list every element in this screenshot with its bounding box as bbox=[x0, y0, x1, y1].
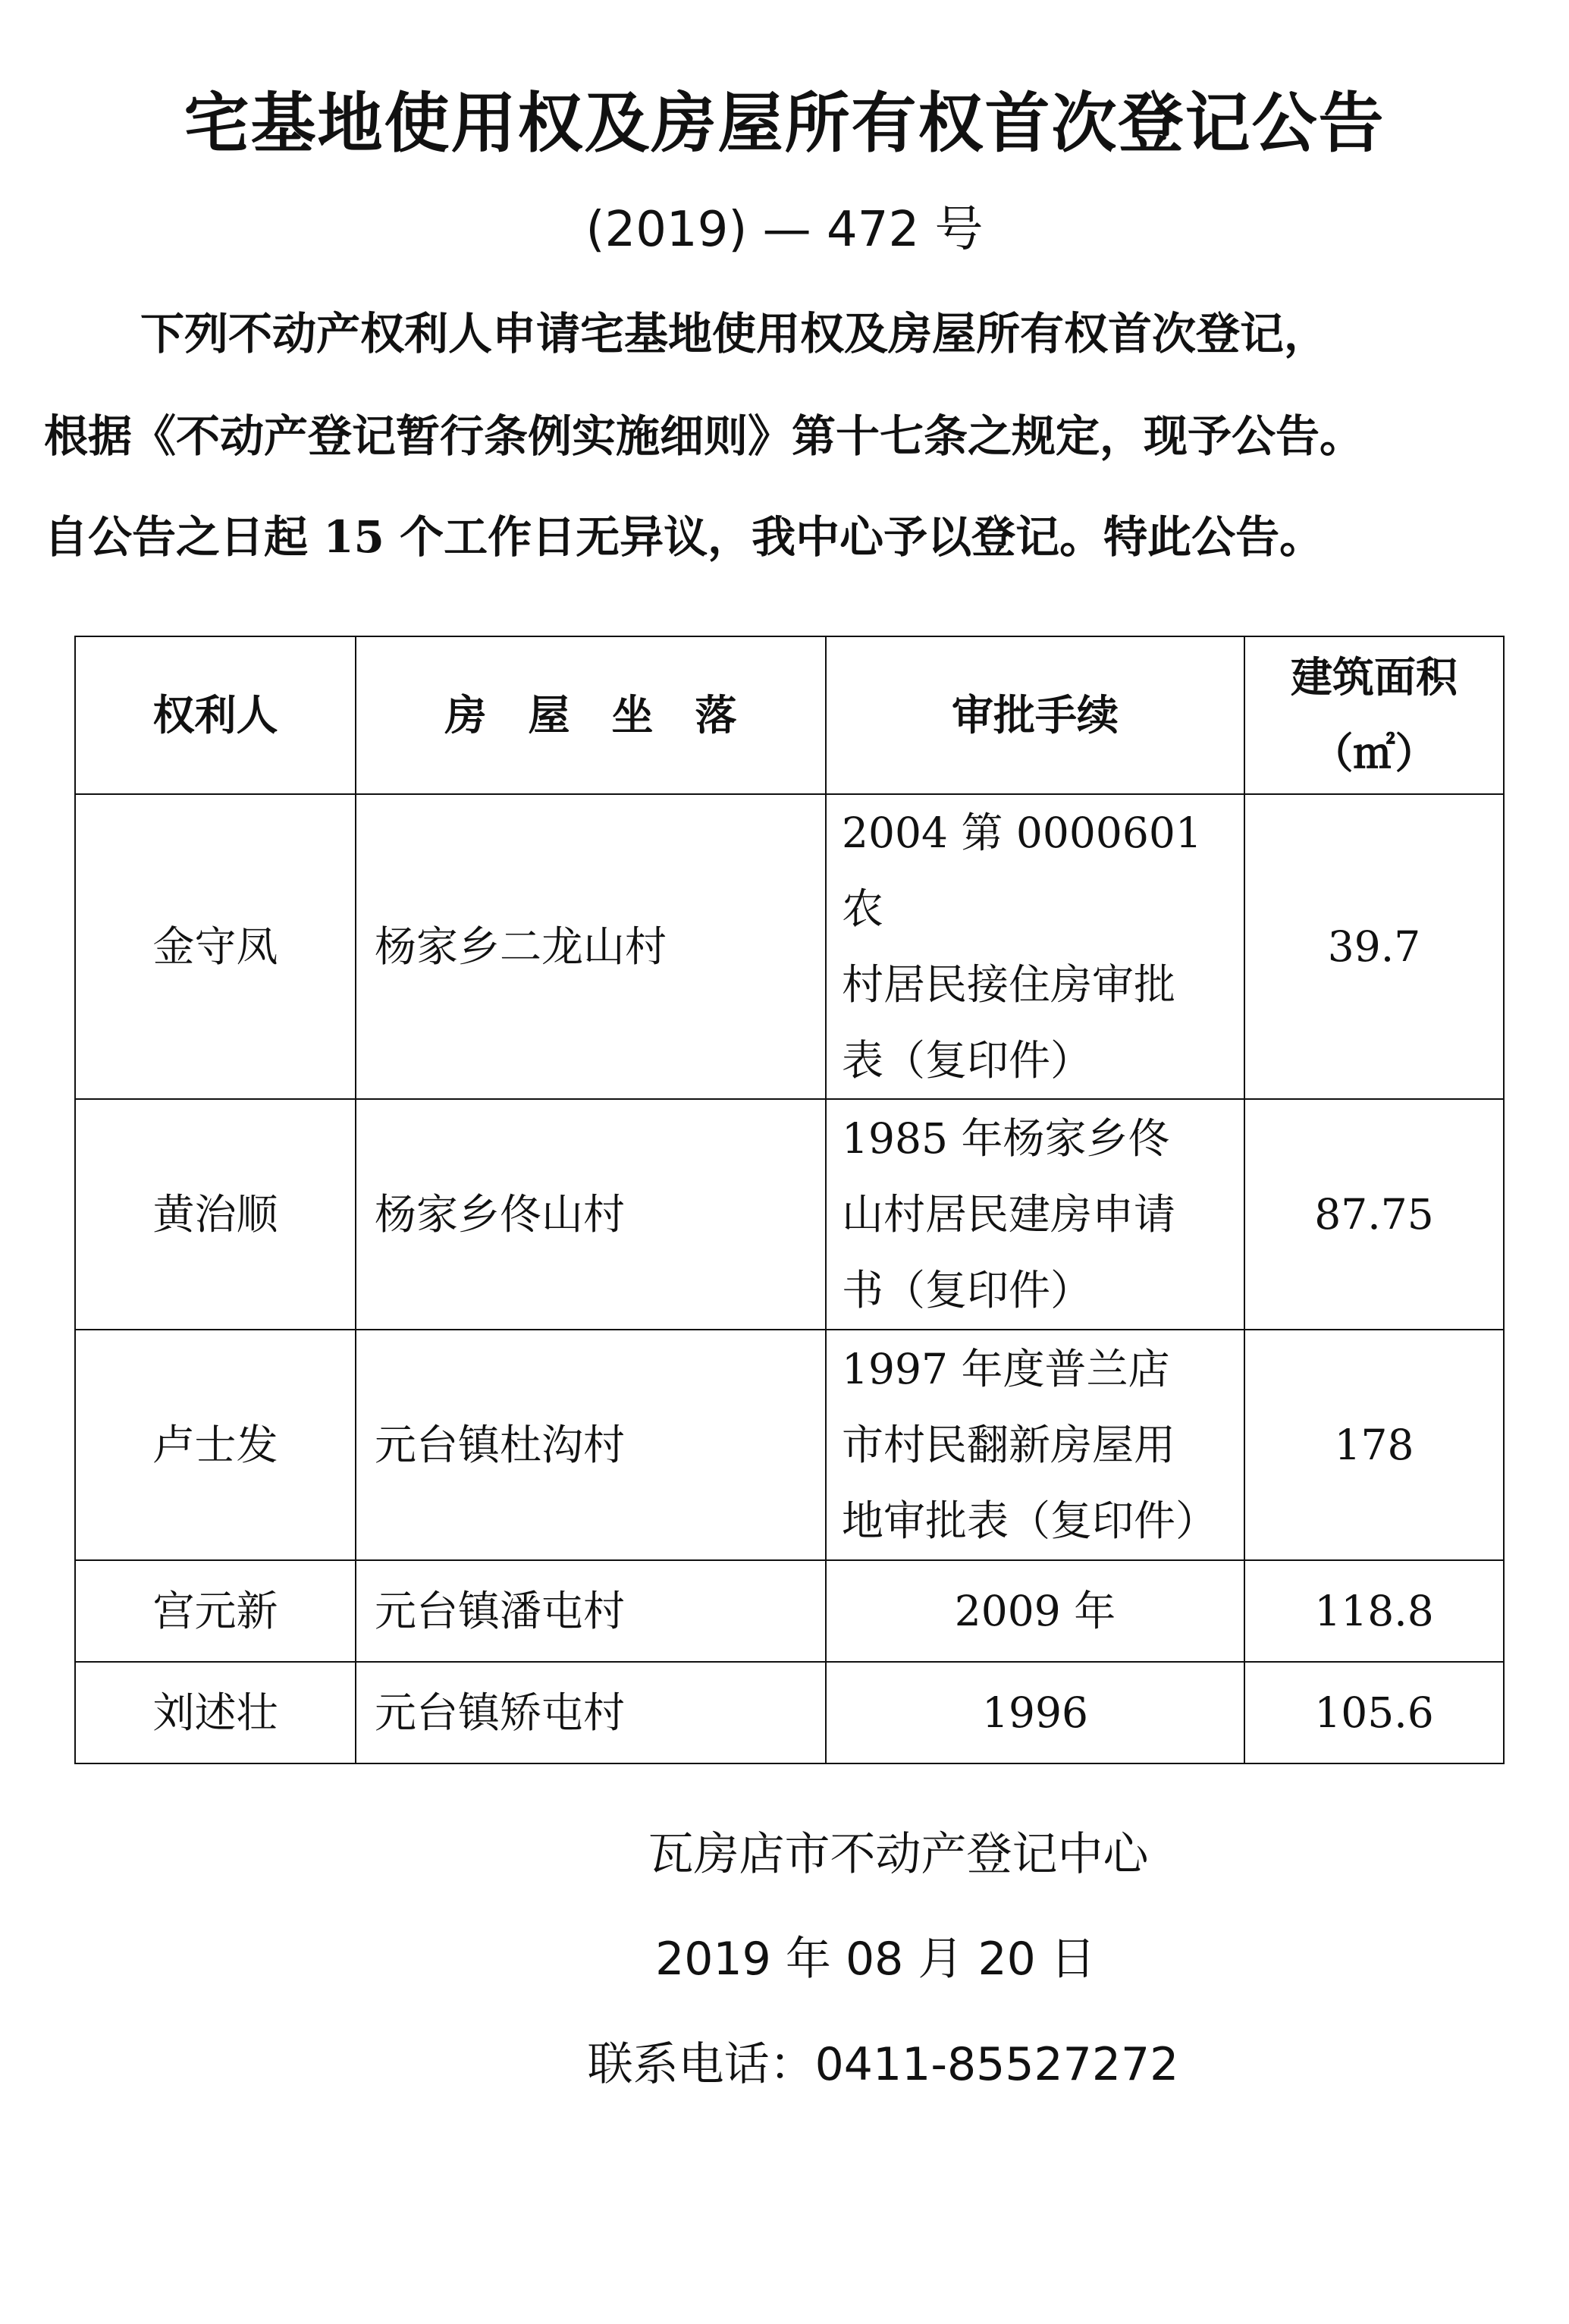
cell-approval: 2004 第 0000601 农 村居民接住房审批 表（复印件） bbox=[826, 794, 1244, 1099]
header-area-label: 建筑面积 bbox=[1290, 652, 1458, 702]
cell-area: 39.7 bbox=[1244, 794, 1504, 1099]
cell-holder: 金守凤 bbox=[75, 794, 356, 1099]
cell-approval: 2009 年 bbox=[826, 1560, 1244, 1662]
table-row bbox=[75, 794, 1504, 1099]
table-row bbox=[75, 1560, 1504, 1662]
header-holder: 权利人 bbox=[75, 636, 356, 794]
cell-holder: 卢士发 bbox=[75, 1330, 356, 1560]
table-header-row bbox=[75, 636, 1504, 794]
cell-approval: 1996 bbox=[826, 1662, 1244, 1763]
notice-paragraph-line-2: 根据《不动产登记暂行条例实施细则》第十七条之规定，现予公告。 bbox=[44, 410, 1364, 462]
table-row bbox=[75, 1662, 1504, 1763]
notice-paragraph-line-3: 自公告之日起 15 个工作日无异议，我中心予以登记。特此公告。 bbox=[44, 511, 1324, 563]
cell-approval: 1997 年度普兰店 市村民翻新房屋用 地审批表（复印件） bbox=[826, 1330, 1244, 1560]
registration-table bbox=[74, 636, 1505, 1764]
cell-location: 元台镇杜沟村 bbox=[356, 1330, 826, 1560]
cell-area: 178 bbox=[1244, 1330, 1504, 1560]
cell-holder: 刘述壮 bbox=[75, 1662, 356, 1763]
header-area bbox=[1244, 636, 1504, 794]
notice-title: 宅基地使用权及房屋所有权首次登记公告 bbox=[184, 86, 1385, 162]
cell-location: 杨家乡二龙山村 bbox=[356, 794, 826, 1099]
header-location: 房 屋 坐 落 bbox=[356, 636, 826, 794]
cell-holder: 宫元新 bbox=[75, 1560, 356, 1662]
cell-area: 105.6 bbox=[1244, 1662, 1504, 1763]
cell-location: 元台镇潘屯村 bbox=[356, 1560, 826, 1662]
cell-area: 87.75 bbox=[1244, 1099, 1504, 1330]
cell-location: 杨家乡佟山村 bbox=[356, 1099, 826, 1330]
table-row bbox=[75, 1099, 1504, 1330]
header-area-unit: （㎡） bbox=[1311, 728, 1437, 777]
document-number: (2019) — 472 号 bbox=[585, 202, 984, 258]
header-approval: 审批手续 bbox=[826, 636, 1244, 794]
issuing-authority: 瓦房店市不动产登记中心 bbox=[648, 1828, 1149, 1881]
contact-phone: 联系电话：0411-85527272 bbox=[587, 2038, 1179, 2091]
cell-area: 118.8 bbox=[1244, 1560, 1504, 1662]
notice-paragraph-line-1: 下列不动产权利人申请宅基地使用权及房屋所有权首次登记， bbox=[140, 308, 1329, 360]
cell-location: 元台镇矫屯村 bbox=[356, 1662, 826, 1763]
cell-approval: 1985 年杨家乡佟 山村居民建房申请 书（复印件） bbox=[826, 1099, 1244, 1330]
table-row bbox=[75, 1330, 1504, 1560]
cell-holder: 黄治顺 bbox=[75, 1099, 356, 1330]
issue-date: 2019 年 08 月 20 日 bbox=[655, 1933, 1096, 1986]
